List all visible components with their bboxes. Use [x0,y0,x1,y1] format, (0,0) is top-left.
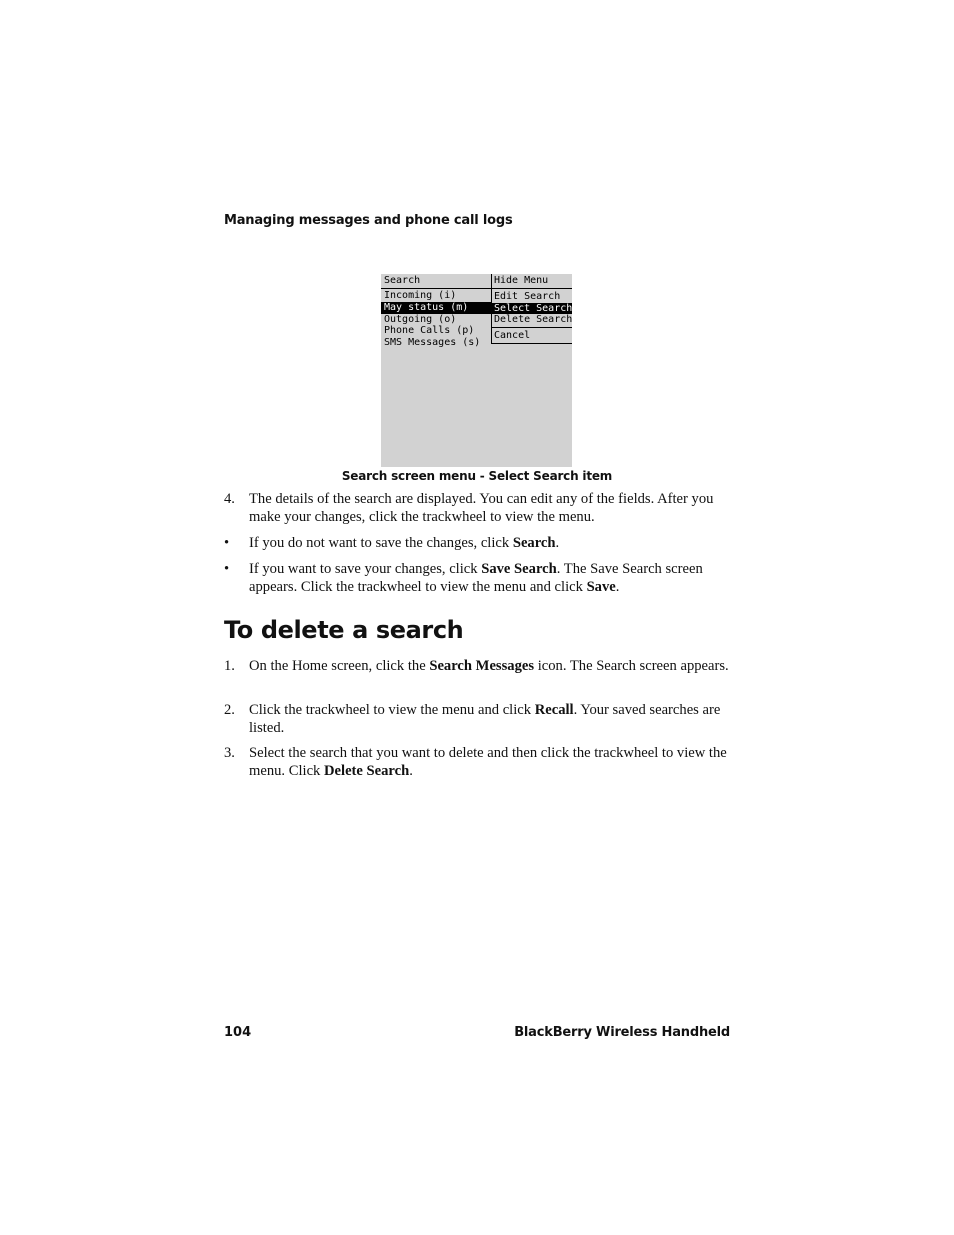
page-number: 104 [224,1025,252,1040]
search-list-item-may-status[interactable]: May status (m) [381,302,491,314]
bullet-mark: • [224,561,230,577]
step-1 [224,658,730,676]
figure-caption: Search screen menu - Select Search item [341,469,613,483]
menu-item-cancel[interactable]: Cancel [494,330,531,342]
step-text: Select the search that you want to delete and then click the trackwheel to view the menu. Click Delete Search. [249,745,727,779]
bullet-no-save [224,535,730,553]
bold-term: Search [512,535,556,551]
footer-title: BlackBerry Wireless Handheld [514,1025,730,1040]
step-number: 3. [224,745,235,761]
step-text: The details of the search are displayed. You can edit any of the fields. After you make your changes, click the trackwheel to view the menu. [249,491,714,525]
bullet-text: If you want to save your changes, click Save Search. The Save Search screen appears. Click the trackwheel to view the menu and click Save. [249,561,703,595]
screen-menu [491,274,572,344]
menu-item-hide-menu[interactable]: Hide Menu [494,275,549,286]
menu-divider [492,288,572,289]
search-list-item-phone-calls[interactable]: Phone Calls (p) [384,325,475,337]
bold-term: Save Search [481,561,557,577]
search-list-item-sms-messages[interactable]: SMS Messages (s) [384,337,481,349]
step-text: Click the trackwheel to view the menu and click Recall. Your saved searches are listed. [249,702,721,736]
search-list-item-incoming[interactable]: Incoming (i) [384,290,457,301]
menu-item-edit-search[interactable]: Edit Search [494,290,561,302]
bold-term: Recall [534,702,574,718]
step-number: 1. [224,658,235,674]
bold-term: Delete Search [324,762,410,779]
step-number: 2. [224,702,235,718]
bold-term: Search Messages [429,658,535,674]
bullet-text: If you do not want to save the changes, click Search. [249,535,560,551]
step-2 [224,702,730,737]
screen-title-divider [381,288,491,289]
search-list-item-outgoing[interactable]: Outgoing (o) [384,313,457,325]
bold-term: Save [586,578,616,595]
section-heading: To delete a search [224,616,464,644]
menu-item-select-search[interactable]: Select Search [494,302,572,314]
handheld-search-screen [381,274,572,467]
screen-title: Search [384,275,421,286]
search-list [381,290,491,349]
bullet-mark: • [224,535,230,551]
step-3 [224,745,730,780]
step-number: 4. [224,491,235,507]
menu-divider [492,327,572,328]
step-4 [224,491,730,526]
bullet-save [224,561,730,596]
step-text: On the Home screen, click the Search Messages icon. The Search screen appears. [249,658,729,674]
running-head: Managing messages and phone call logs [224,213,513,228]
menu-item-delete-search[interactable]: Delete Search [494,314,572,326]
